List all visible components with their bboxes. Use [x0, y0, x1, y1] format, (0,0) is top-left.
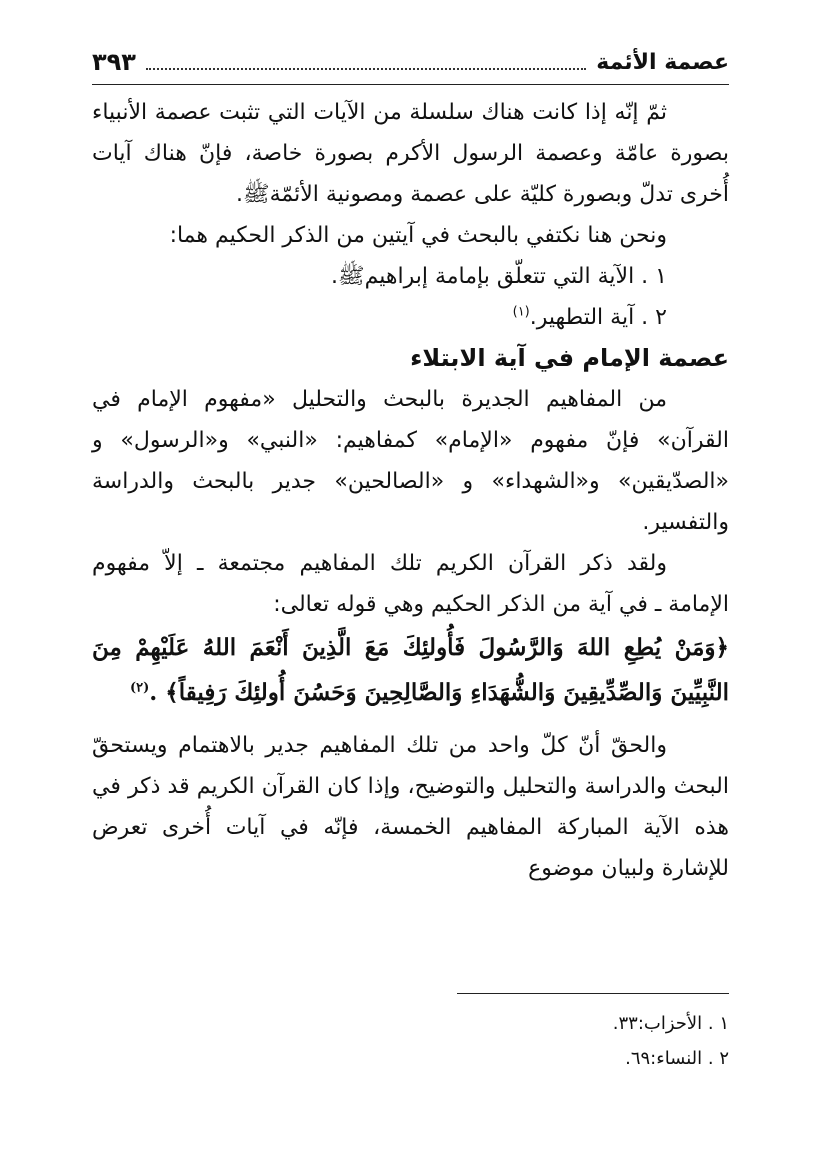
paragraph-5: والحقّ أنّ كلّ واحد من تلك المفاهيم جدير بالاهتمام ويستحقّ البحث والدراسة والتحليل والتوضيح، وإذا كان القرآن الكريم قد ذكر في هذه الآية المباركة المفاهيم الخمسة، فإنّه في آيات أُخرى تعرض للإشارة ولبيان موضوع	[92, 733, 729, 881]
list-item-2	[92, 297, 729, 338]
quran-verse	[92, 625, 729, 715]
page-header	[92, 42, 729, 82]
honorific-glyph: ﷺ.	[236, 182, 270, 207]
list-item-1	[92, 256, 729, 297]
honorific-glyph: ﷺ.	[331, 264, 365, 289]
spacer	[92, 715, 729, 725]
quran-verse-text: ﴿وَمَنْ يُطِعِ اللهَ وَالرَّسُولَ فَأُولئِكَ مَعَ الَّذِينَ أَنْعَمَ اللهُ عَلَيْهِمْ مِنَ النَّبِيِّينَ وَالصِّدِّيقِينَ وَالشُّهَدَاءِ وَالصَّالِحِينَ وَحَسُنَ أُولئِكَ رَفِيقاً﴾ .	[92, 634, 729, 706]
running-title: عصمة الأئمة	[596, 49, 729, 75]
paragraph-1	[92, 92, 729, 215]
paragraph-4: ولقد ذكر القرآن الكريم تلك المفاهيم مجتمعة ـ إلاّ مفهوم الإمامة ـ في آية من الذكر الحكيم وهي قوله تعالى:	[92, 551, 729, 617]
footnote-ref-2[interactable]: (٢)	[129, 680, 150, 696]
footnotes	[92, 1006, 729, 1076]
list-item-2-text: ٢ . آية التطهير.	[529, 305, 667, 330]
footnote-2: ٢ . النساء:٦٩.	[625, 1048, 729, 1069]
paragraph-1-text: ثمّ إنّه إذا كانت هناك سلسلة من الآيات التي تثبت عصمة الأنبياء بصورة عامّة وعصمة الرسول الأكرم بصورة خاصة، فإنّ هناك آيات أُخرى تدلّ وبصورة كليّة على عصمة ومصونية الأئمّة	[92, 100, 729, 207]
footnote-ref-1[interactable]: (١)	[512, 304, 530, 320]
footnote-1: ١ . الأحزاب:٣٣.	[612, 1013, 729, 1034]
section-heading: عصمة الإمام في آية الابتلاء	[410, 344, 729, 372]
paragraph-3: من المفاهيم الجديرة بالبحث والتحليل «مفهوم الإمام في القرآن» فإنّ مفهوم «الإمام» كمفاهيم: «النبي» و«الرسول» و «الصدّيقين» و«الشهداء» و «الصالحين» جدير بالبحث والدراسة والتفسير.	[92, 387, 729, 535]
main-text	[92, 92, 729, 889]
footnote-rule	[457, 993, 729, 994]
header-dot-leader	[146, 67, 586, 70]
paragraph-2: ونحن هنا نكتفي بالبحث في آيتين من الذكر الحكيم هما:	[169, 223, 667, 248]
page-number: ٣٩٣	[92, 48, 136, 76]
list-item-1-text: ١ . الآية التي تتعلّق بإمامة إبراهيم	[364, 264, 667, 289]
header-rule	[92, 84, 729, 85]
